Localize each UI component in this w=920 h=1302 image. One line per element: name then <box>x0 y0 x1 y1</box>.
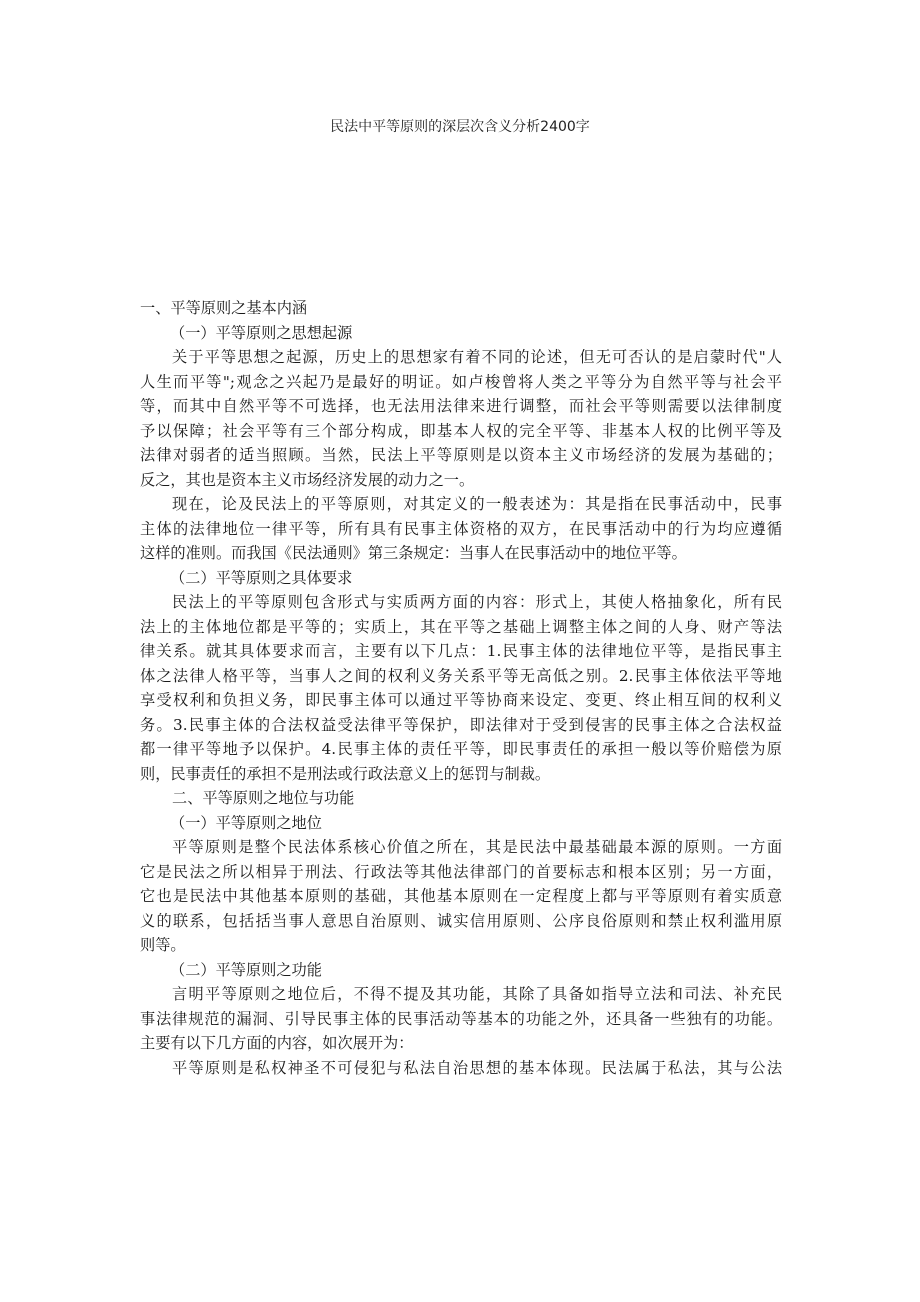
document-title: 民法中平等原则的深层次含义分析2400字 <box>330 119 590 135</box>
paragraph-line: 体之法律人格平等，当事人之间的权利义务关系平等无高低之别。2.民事主体依法平等地 <box>140 666 782 685</box>
paragraph-line: 则等。 <box>140 936 186 954</box>
paragraph <box>140 835 782 958</box>
paragraph-line: 都一律平等地予以保护。4.民事主体的责任平等，即民事责任的承担一般以等价赔偿为原 <box>140 740 782 758</box>
paragraph <box>140 982 782 1056</box>
subsection-heading: （一）平等原则之思想起源 <box>170 323 353 342</box>
section-heading: 一、平等原则之基本内涵 <box>140 299 308 317</box>
paragraph-line: 主要有以下几方面的内容，如次展开为： <box>140 1034 414 1052</box>
paragraph-line: 等，而其中自然平等不可选择，也无法用法律来进行调整，而社会平等则需要以法律制度 <box>140 397 782 415</box>
paragraph-line: 关于平等思想之起源，历史上的思想家有着不同的论述，但无可否认的是启蒙时代"人 <box>172 348 782 366</box>
paragraph-line: 法上的主体地位都是平等的；实质上，其在平等之基础上调整主体之间的人身、财产等法 <box>140 617 782 636</box>
paragraph-line: 法律对弱者的适当照顾。当然，民法上平等原则是以资本主义市场经济的发展为基础的； <box>140 446 782 464</box>
subsection-heading: （二）平等原则之功能 <box>170 960 322 979</box>
paragraph <box>140 345 782 492</box>
paragraph-line: 反之，其也是资本主义市场经济发展的动力之一。 <box>140 470 475 489</box>
paragraph-line: 予以保障；社会平等有三个部分构成，即基本人权的完全平等、非基本人权的比例平等及 <box>140 421 782 440</box>
paragraph-line: 平等原则是私权神圣不可侵犯与私法自治思想的基本体现。民法属于私法，其与公法 <box>172 1058 782 1077</box>
paragraph-line: 这样的准则。而我国《民法通则》第三条规定：当事人在民事活动中的地位平等。 <box>140 544 687 562</box>
paragraph <box>140 590 782 786</box>
document-body <box>140 296 782 1080</box>
paragraph-line: 它也是民法中其他基本原则的基础，其他基本原则在一定程度上都与平等原则有着实质意 <box>140 887 782 905</box>
paragraph-line: 现在，论及民法上的平等原则，对其定义的一般表述为：其是指在民事活动中，民事 <box>172 495 782 513</box>
paragraph-line: 言明平等原则之地位后，不得不提及其功能，其除了具备如指导立法和司法、补充民 <box>172 985 782 1003</box>
paragraph <box>140 492 782 566</box>
paragraph-line: 务。3.民事主体的合法权益受法律平等保护，即法律对于受到侵害的民事主体之合法权益 <box>140 715 782 734</box>
section-heading: 二、平等原则之地位与功能 <box>172 789 355 807</box>
paragraph-line: 人生而平等";观念之兴起乃是最好的明证。如卢梭曾将人类之平等分为自然平等与社会平 <box>140 372 782 391</box>
paragraph <box>140 1056 782 1081</box>
paragraph-line: 民法上的平等原则包含形式与实质两方面的内容：形式上，其使人格抽象化，所有民 <box>172 593 782 611</box>
paragraph-line: 则，民事责任的承担不是刑法或行政法意义上的惩罚与制裁。 <box>140 764 551 783</box>
subsection-heading: （一）平等原则之地位 <box>170 813 322 832</box>
paragraph-line: 主体的法律地位一律平等，所有具有民事主体资格的双方，在民事活动中的行为均应遵循 <box>140 519 782 538</box>
paragraph-line: 享受权利和负担义务，即民事主体可以通过平等协商来设定、变更、终止相互间的权利义 <box>140 691 782 709</box>
subsection-heading: （二）平等原则之具体要求 <box>170 568 353 587</box>
paragraph-line: 律关系。就其具体要求而言，主要有以下几点：1.民事主体的法律地位平等，是指民事主 <box>140 642 782 660</box>
paragraph-line: 义的联系，包括括当事人意思自治原则、诚实信用原则、公序良俗原则和禁止权利滥用原 <box>140 911 782 930</box>
paragraph-line: 事法律规范的漏洞、引导民事主体的民事活动等基本的功能之外，还具备一些独有的功能。 <box>140 1009 782 1028</box>
paragraph-line: 平等原则是整个民法体系核心价值之所在，其是民法中最基础最本源的原则。一方面 <box>172 838 782 856</box>
paragraph-line: 它是民法之所以相异于刑法、行政法等其他法律部门的首要标志和根本区别；另一方面， <box>140 862 782 881</box>
